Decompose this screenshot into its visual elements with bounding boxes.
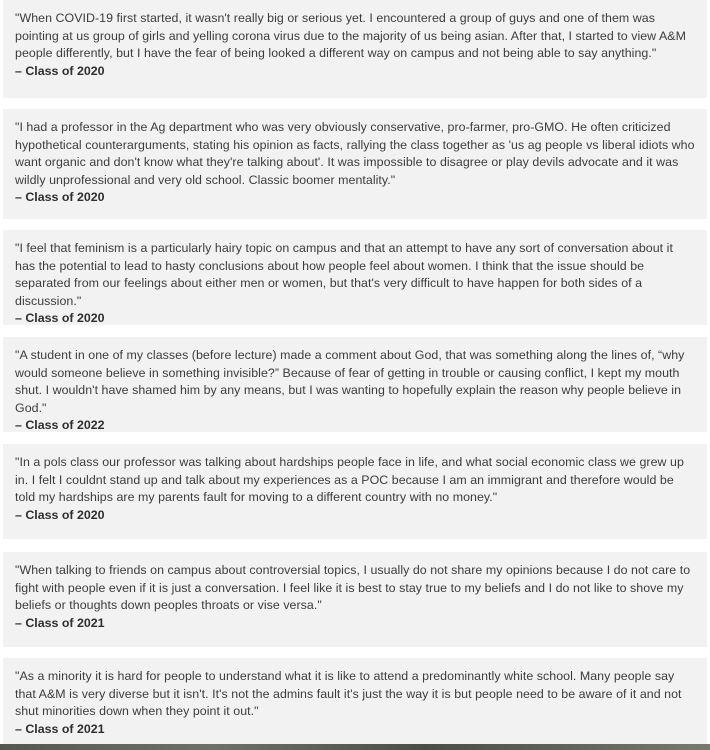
- background-image-strip: [0, 744, 710, 750]
- testimonial-quote: "As a minority it is hard for people to understand what it is like to attend a predominantly white school. Many people say that A&M is very diverse but it isn't. It's not the admins fault it's just the way it is but people need to be aware of it and not shut minorities down when they point it out.": [15, 669, 682, 718]
- testimonial-card: [3, 658, 707, 744]
- testimonial-attribution: – Class of 2020: [15, 63, 105, 78]
- testimonial-quote: "In a pols class our professor was talking about hardships people face in life, and what social economic class we grew up in. I felt I couldnt stand up and talk about my experiences as a POC because I am an immigrant and therefore would be told my hardships are my parents fault for moving to a different country with no money.": [15, 455, 684, 504]
- testimonial-attribution: – Class of 2021: [15, 721, 105, 736]
- testimonial-quote: "I feel that feminism is a particularly hairy topic on campus and that an attempt to have any sort of conversation about it has the potential to lead to hasty conclusions about how people feel about women. I think that the issue should be separated from our feelings about either men or women, but that's very difficult to have happen for both sides of a discussion.": [15, 241, 673, 308]
- testimonial-attribution: – Class of 2020: [15, 311, 105, 325]
- testimonial-attribution: – Class of 2020: [15, 190, 105, 204]
- testimonial-card: [3, 552, 707, 647]
- testimonial-quote: "When COVID-19 first started, it wasn't really big or serious yet. I encountered a group of guys and one of them was pointing at us group of girls and yelling corona virus due to the majority of us being asian. After that, I started to view A&M people differently, but I have the fear of being looked a different way on campus and not being able to say anything.": [15, 11, 686, 60]
- testimonial-card: [3, 230, 707, 325]
- testimonial-quote: "I had a professor in the Ag department who was very obviously conservative, pro-farmer, pro-GMO. He often criticized hypothetical counterarguments, stating his opinion as facts, rallying the class together as 'us ag people vs liberal idiots who want organic and don't know what they're talking about'. It was impossible to disagree or play devils advocate and it was wildly unprofessional and very old school. Classic boomer mentality.": [15, 120, 695, 187]
- testimonial-attribution: – Class of 2020: [15, 507, 105, 522]
- testimonial-attribution: – Class of 2021: [15, 615, 105, 630]
- testimonial-card: [3, 337, 707, 432]
- testimonial-quote: "A student in one of my classes (before lecture) made a comment about God, that was something along the lines of, “why would someone believe in something invisible?” Because of fear of getting in trouble or causing conflict, I kept my mouth shut. I wouldn't have shamed him by any means, but I was wanting to hopefully explain the reason why people believe in God.": [15, 348, 685, 415]
- testimonial-card: [3, 109, 707, 219]
- testimonial-attribution: – Class of 2022: [15, 418, 105, 432]
- testimonial-quote: "When talking to friends on campus about controversial topics, I usually do not share my opinions because I do not care to fight with people even if it is just a conversation. I feel like it is best to stay true to my beliefs and I do not like to shove my beliefs or thoughts down peoples throats or vise versa.": [15, 563, 691, 612]
- testimonial-card: [3, 444, 707, 539]
- testimonial-card: [3, 0, 707, 98]
